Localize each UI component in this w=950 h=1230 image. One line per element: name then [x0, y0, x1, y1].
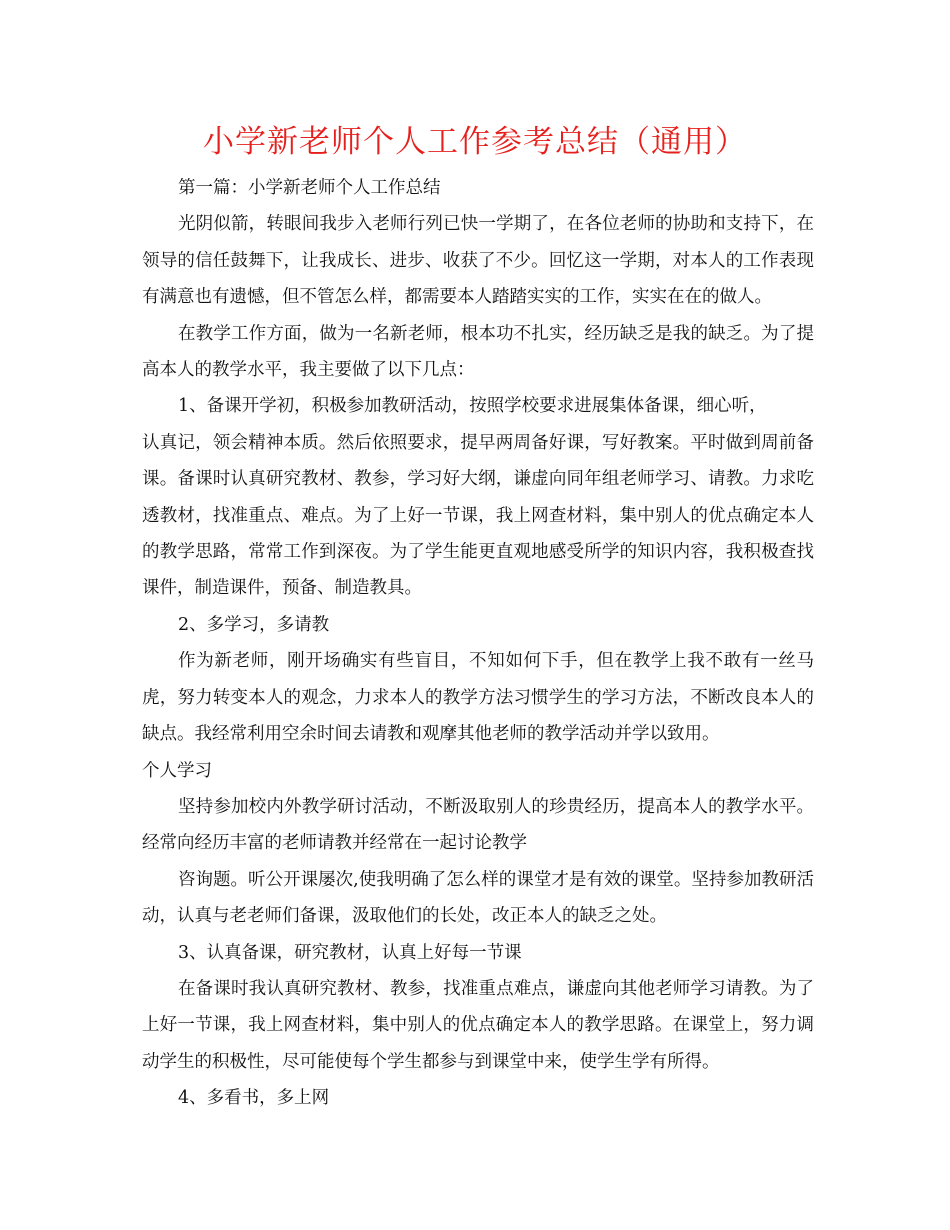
- section-heading: 第一篇：小学新老师个人工作总结: [178, 178, 441, 198]
- document-body: [142, 170, 814, 1117]
- list-heading: 3、认真备课，研究教材，认真上好每一节课: [178, 942, 522, 963]
- paragraph: 作为新老师，刚开场确实有些盲目，不知如何下手，但在教学上我不敢有一丝马虎，努力转变本人的观念，力求本人的教学方法习惯学生的学习方法，不断改良本人的缺点。我经常利用空余时间去请教和观摩其他老师的教学活动并学以致用。: [142, 651, 814, 745]
- subheading: 个人学习: [142, 760, 212, 781]
- paragraph: 认真记，领会精神本质。然后依照要求，提早两周备好课，写好教案。平时做到周前备课。备课时认真研究教材、教参，学习好大纲，谦虚向同年组老师学习、请教。力求吃透教材，找准重点、难点。为了上好一节课，我上网查材料，集中别人的优点确定本人的教学思路，常常工作到深夜。为了学生能更直观地感受所学的知识内容，我积极查找课件，制造课件，预备、制造教具。: [142, 432, 814, 599]
- list-heading: 4、多看书，多上网: [178, 1088, 330, 1109]
- paragraph: 在备课时我认真研究教材、教参，找准重点难点，谦虚向其他老师学习请教。为了上好一节课，我上网查材料，集中别人的优点确定本人的教学思路。在课堂上，努力调动学生的积极性，尽可能使每个学生都参与到课堂中来，使学生学有所得。: [142, 978, 814, 1072]
- paragraph: 在教学工作方面，做为一名新老师，根本功不扎实，经历缺乏是我的缺乏。为了提高本人的教学水平，我主要做了以下几点：: [142, 323, 814, 381]
- list-heading: 2、多学习，多请教: [178, 614, 330, 635]
- paragraph: 咨询题。听公开课屡次,使我明确了怎么样的课堂才是有效的课堂。坚持参加教研活动，认真与老老师们备课，汲取他们的长处，改正本人的缺乏之处。: [142, 869, 814, 927]
- list-heading: 1、备课开学初，积极参加教研活动，按照学校要求进展集体备课，细心听，: [178, 396, 767, 417]
- paragraph: 坚持参加校内外教学研讨活动，不断汲取别人的珍贵经历，提高本人的教学水平。经常向经历丰富的老师请教并经常在一起讨论教学: [142, 796, 814, 854]
- paragraph: 光阴似箭，转眼间我步入老师行列已快一学期了，在各位老师的协助和支持下，在领导的信任鼓舞下，让我成长、进步、收获了不少。回忆这一学期，对本人的工作表现有满意也有遗憾，但不管怎么样，都需要本人踏踏实实的工作，实实在在的做人。: [142, 214, 814, 308]
- document-title: 小学新老师个人工作参考总结（通用）: [203, 124, 747, 160]
